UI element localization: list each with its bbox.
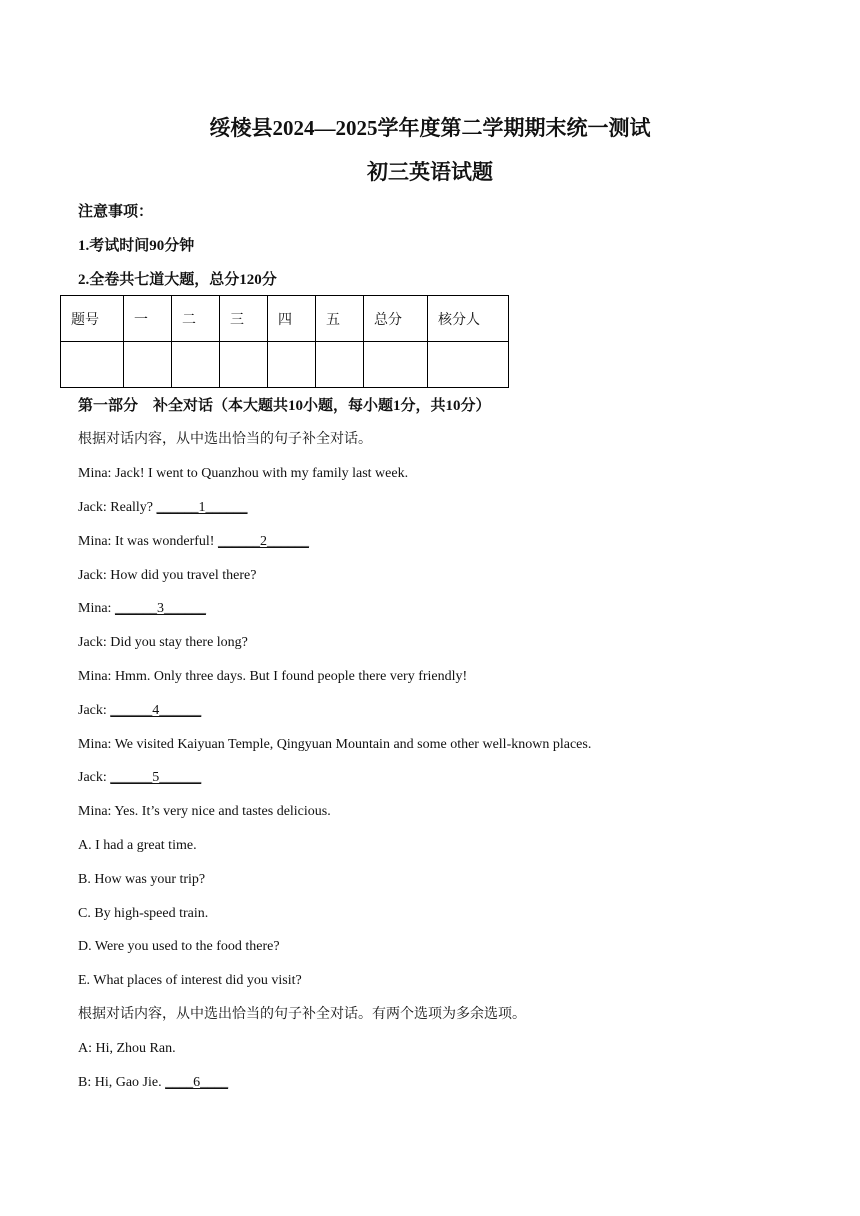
option-c: C. By high-speed train. [78, 906, 209, 921]
score-header-cell: 五 [316, 296, 364, 342]
option-d: D. Were you used to the food there? [78, 939, 280, 954]
answer-blank-6[interactable]: ____6____ [165, 1075, 229, 1090]
notes-item-total: 2.全卷共七道大题，总分120分 [78, 272, 277, 288]
dialogue-line [78, 566, 256, 586]
score-header-cell: 四 [268, 296, 316, 342]
dialogue-text: Mina: [78, 601, 115, 616]
dialogue-line [78, 802, 331, 822]
dialogue-line [78, 599, 206, 619]
score-header-cell: 三 [220, 296, 268, 342]
score-entry-cell[interactable] [220, 342, 268, 388]
dialogue-line [78, 701, 201, 721]
score-header-cell: 二 [172, 296, 220, 342]
dialogue-line [78, 464, 408, 484]
score-entry-cell[interactable] [428, 342, 509, 388]
score-entry-cell[interactable] [364, 342, 428, 388]
score-entry-cell[interactable] [61, 342, 124, 388]
score-table [60, 295, 509, 388]
dialogue-text: Mina: Hmm. Only three days. But I found people there very friendly! [78, 669, 468, 684]
dialogue-text: Jack: Did you stay there long? [78, 635, 248, 650]
answer-blank-2[interactable]: ______2______ [217, 534, 309, 549]
score-table-entry-row [61, 342, 509, 388]
exam-subtitle: 初三英语试题 [367, 160, 493, 184]
score-entry-cell[interactable] [316, 342, 364, 388]
score-entry-cell[interactable] [172, 342, 220, 388]
answer-blank-1[interactable]: ______1______ [156, 500, 248, 515]
dialogue-text: A: Hi, Zhou Ran. [78, 1041, 176, 1056]
exam-title: 绥棱县2024—2025学年度第二学期期末统一测试 [209, 116, 651, 140]
option-b: B. How was your trip? [78, 872, 206, 887]
part1-instruction: 根据对话内容，从中选出恰当的句子补全对话。 [78, 432, 372, 447]
dialogue-text: Mina: Jack! I went to Quanzhou with my family last week. [78, 466, 409, 481]
score-header-cell: 总分 [364, 296, 428, 342]
part1-heading: 第一部分 补全对话（本大题共10小题，每小题1分，共10分） [78, 398, 491, 414]
option-e: E. What places of interest did you visit? [78, 973, 302, 988]
score-header-cell: 一 [124, 296, 172, 342]
part1-instruction-2: 根据对话内容，从中选出恰当的句子补全对话。有两个选项为多余选项。 [78, 1007, 526, 1022]
dialogue-line [78, 1073, 228, 1093]
dialogue-text: Mina: We visited Kaiyuan Temple, Qingyuan Mountain and some other well-known places. [78, 737, 592, 752]
score-header-cell: 核分人 [428, 296, 509, 342]
answer-blank-3[interactable]: ______3______ [114, 601, 206, 616]
answer-blank-5[interactable]: ______5______ [110, 770, 202, 785]
dialogue-text: Mina: Yes. It’s very nice and tastes delicious. [78, 804, 331, 819]
dialogue-line [78, 532, 309, 552]
dialogue-line [78, 667, 467, 687]
score-table-header-row [61, 296, 509, 342]
dialogue-text: Mina: It was wonderful! [78, 534, 218, 549]
dialogue-text: Jack: [78, 770, 111, 785]
dialogue-text: Jack: Really? [78, 500, 157, 515]
score-entry-cell[interactable] [124, 342, 172, 388]
score-header-cell: 题号 [61, 296, 124, 342]
dialogue-text: Jack: How did you travel there? [78, 568, 257, 583]
notes-heading: 注意事项： [78, 204, 154, 220]
dialogue-line [78, 735, 591, 755]
dialogue-text: Jack: [78, 703, 111, 718]
option-a: A. I had a great time. [78, 838, 197, 853]
dialogue-line [78, 498, 248, 518]
notes-item-time: 1.考试时间90分钟 [78, 238, 195, 254]
dialogue-line [78, 768, 201, 788]
answer-blank-4[interactable]: ______4______ [110, 703, 202, 718]
dialogue-text: B: Hi, Gao Jie. [78, 1075, 166, 1090]
dialogue-line [78, 1039, 176, 1059]
dialogue-line [78, 633, 248, 653]
score-entry-cell[interactable] [268, 342, 316, 388]
